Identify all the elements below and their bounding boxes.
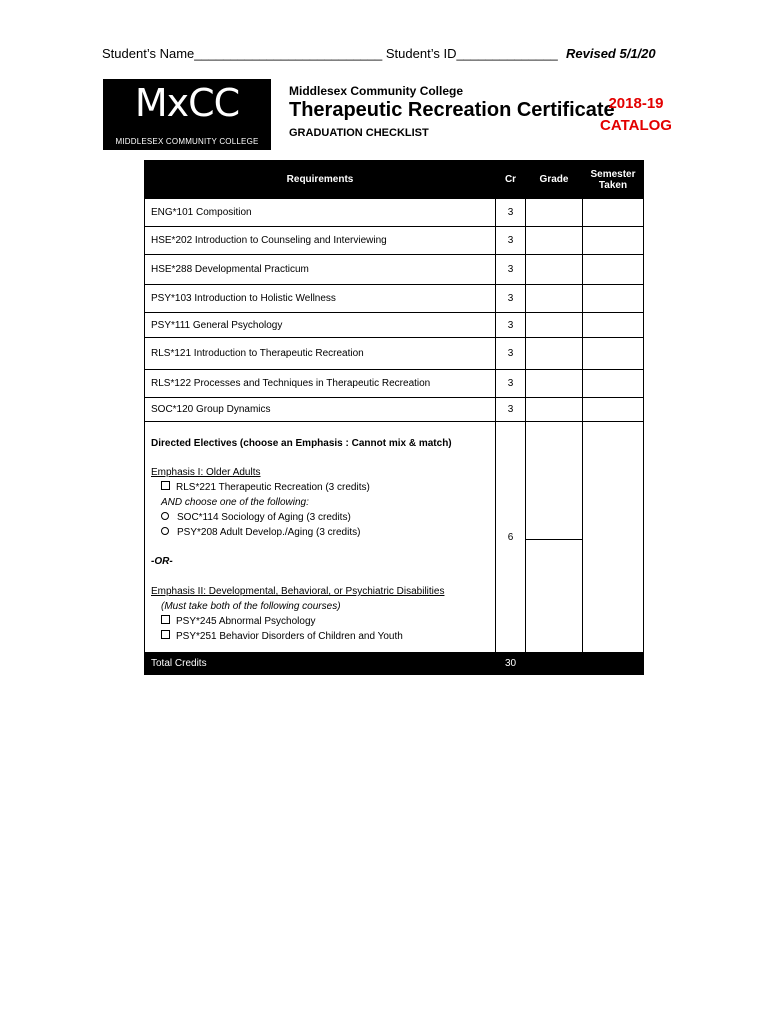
total-credits: 30 [496, 653, 526, 675]
header-semester [583, 161, 644, 199]
total-row [145, 653, 644, 675]
semester-cell[interactable] [583, 227, 644, 255]
grade-cell[interactable] [526, 285, 583, 313]
credit-cell: 3 [496, 313, 526, 338]
checkbox-icon[interactable] [161, 481, 170, 490]
credit-cell: 3 [496, 285, 526, 313]
student-name-field[interactable]: Student’s Name__________________________ [102, 46, 383, 61]
student-id-field[interactable]: Student’s ID______________ [385, 46, 558, 61]
header-semester-line2: Taken [598, 179, 628, 191]
course-cell: SOC*120 Group Dynamics [145, 398, 496, 422]
table-row [145, 338, 644, 370]
total-semester-cell [583, 653, 644, 675]
student-fields [102, 46, 558, 61]
emphasis-2-item: PSY*245 Abnormal Psychology [151, 614, 489, 629]
course-cell: PSY*103 Introduction to Holistic Wellness [145, 285, 496, 313]
radio-circle-icon[interactable] [161, 512, 169, 520]
emphasis-2-heading: Emphasis II: Developmental, Behavioral, or Psychiatric Disabilities [151, 586, 445, 597]
table-row [145, 227, 644, 255]
logo-subtitle: MIDDLESEX COMMUNITY COLLEGE [115, 137, 259, 146]
grade-divider [526, 539, 582, 540]
catalog-badge [590, 93, 682, 137]
semester-cell[interactable] [583, 422, 644, 653]
header-requirements: Requirements [145, 161, 496, 199]
requirements-table [144, 160, 644, 675]
table-header-row [145, 161, 644, 199]
course-cell: RLS*122 Processes and Techniques in Therapeutic Recreation [145, 370, 496, 398]
total-label: Total Credits [145, 653, 496, 675]
emphasis-2-note: (Must take both of the following courses) [161, 601, 341, 612]
table-row [145, 398, 644, 422]
credit-cell: 3 [496, 199, 526, 227]
grade-cell[interactable] [526, 199, 583, 227]
header-cr: Cr [496, 161, 526, 199]
table-row [145, 255, 644, 285]
header-semester-line1: Semester [590, 168, 636, 180]
certificate-title: Therapeutic Recreation Certificate [289, 99, 615, 121]
college-name: Middlesex Community College [289, 84, 464, 98]
semester-cell[interactable] [583, 338, 644, 370]
credit-cell: 3 [496, 370, 526, 398]
grade-cell[interactable] [526, 313, 583, 338]
checklist-title: GRADUATION CHECKLIST [289, 127, 429, 139]
grade-cell[interactable] [526, 398, 583, 422]
credit-cell: 3 [496, 227, 526, 255]
grade-cell[interactable] [526, 255, 583, 285]
or-separator: -OR- [151, 556, 173, 567]
credit-cell: 6 [496, 422, 526, 653]
logo-mark: MxCC [134, 81, 240, 125]
grade-cell[interactable] [526, 227, 583, 255]
electives-cell [145, 422, 496, 653]
header-grade: Grade [526, 161, 583, 199]
semester-cell[interactable] [583, 199, 644, 227]
semester-cell[interactable] [583, 370, 644, 398]
semester-cell[interactable] [583, 285, 644, 313]
course-cell: HSE*288 Developmental Practicum [145, 255, 496, 285]
credit-cell: 3 [496, 338, 526, 370]
grade-cell[interactable] [526, 338, 583, 370]
electives-title: Directed Electives (choose an Emphasis : Cannot mix & match) [151, 438, 452, 449]
revised-date: Revised 5/1/20 [566, 46, 656, 61]
table-row [145, 285, 644, 313]
emphasis-1-item: RLS*221 Therapeutic Recreation (3 credits) [151, 480, 489, 495]
semester-cell[interactable] [583, 313, 644, 338]
checkbox-icon[interactable] [161, 630, 170, 639]
semester-cell[interactable] [583, 398, 644, 422]
total-grade-cell [526, 653, 583, 675]
semester-cell[interactable] [583, 255, 644, 285]
table-row [145, 199, 644, 227]
course-cell: PSY*111 General Psychology [145, 313, 496, 338]
emphasis-1-choose-note: AND choose one of the following: [161, 497, 309, 508]
grade-cell[interactable] [526, 422, 583, 653]
electives-row [145, 422, 644, 653]
grade-cell[interactable] [526, 370, 583, 398]
course-cell: ENG*101 Composition [145, 199, 496, 227]
emphasis-2-item: PSY*251 Behavior Disorders of Children and Youth [151, 629, 489, 644]
emphasis-1-option: PSY*208 Adult Develop./Aging (3 credits) [151, 525, 489, 540]
credit-cell: 3 [496, 255, 526, 285]
emphasis-1-option: SOC*114 Sociology of Aging (3 credits) [151, 510, 489, 525]
college-logo [103, 79, 271, 150]
catalog-year: 2018-19 [608, 95, 664, 112]
course-cell: HSE*202 Introduction to Counseling and Interviewing [145, 227, 496, 255]
emphasis-1-heading: Emphasis I: Older Adults [151, 467, 261, 478]
course-cell: RLS*121 Introduction to Therapeutic Recreation [145, 338, 496, 370]
table-row [145, 313, 644, 338]
credit-cell: 3 [496, 398, 526, 422]
catalog-label: CATALOG [600, 117, 672, 134]
radio-circle-icon[interactable] [161, 527, 169, 535]
table-row [145, 370, 644, 398]
checkbox-icon[interactable] [161, 615, 170, 624]
